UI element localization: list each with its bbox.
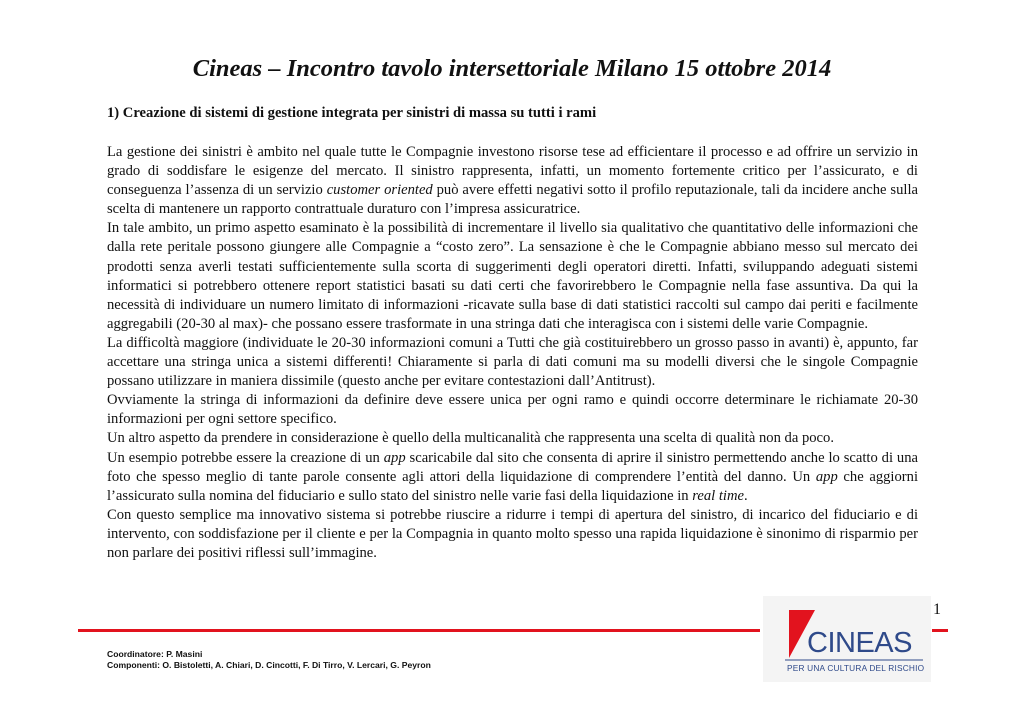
paragraph-text: Un esempio potrebbe essere la creazione di un [107, 449, 384, 466]
members-line: Componenti: O. Bistoletti, A. Chiari, D. Cincotti, F. Di Tirro, V. Lercari, G. Peyron [107, 660, 431, 670]
paragraph-text: che aggiorni l’assicurato sulla nomina del fiduciario e sullo stato del sinistro nelle varie fasi della liquidazione in [107, 468, 918, 504]
emphasis-text: customer oriented [326, 182, 433, 199]
footer-divider [78, 629, 760, 632]
coordinator-line: Coordinatore: P. Masini [107, 649, 203, 659]
emphasis-text: app [383, 449, 406, 466]
logo-wordmark: CINEAS [807, 627, 912, 659]
footer-credits [107, 649, 707, 671]
footer-divider-right [932, 629, 948, 632]
paragraph-3: La difficoltà maggiore (individuate le 20-30 informazioni comuni a Tutti che già costituirebbero un grosso passo in avanti) è, appunto, far accettare una stringa unica a sistemi differenti! Chiaramente si parla di dati comuni ma su modelli diversi che le singole Compagnie possano utilizzare in maniera dissimile (questo anche per evitare contestazioni dall’Antitrust). [107, 334, 918, 390]
section-heading: 1) Creazione di sistemi di gestione integrata per sinistri di massa su tutti i rami [107, 105, 597, 121]
paragraph-4: Ovviamente la stringa di informazioni da definire deve essere unica per ogni ramo e quindi occorre determinare le richiamate 20-30 informazioni per ogni settore specifico. [107, 392, 918, 428]
paragraph-2: In tale ambito, un primo aspetto esaminato è la possibilità di incrementare il livello sia qualitativo che quantitativo delle informazioni che dalla rete peritale possono giungere alle Compagnie a “costo zero”. La sensazione è che le Compagnie abbiano messo sul mercato dei prodotti senza averli testati sufficientemente sulla scorta di suggerimenti degli operatori diretti. Infatti, sviluppando adeguati sistemi informatici si potrebbero ottenere report statistici basati su dati certi che favorirebbero le Compagnie nella fase assuntiva. Da qui la necessità di individuare un numero limitato di informazioni -ricavate sulla base di dati statistici raccolti sul campo dai periti e facilmente aggregabili (20-30 al max)- che possano essere trasformate in una stringa dati che interagisca con i sistemi delle varie Compagnie. [107, 220, 918, 332]
paragraph-text: . [743, 487, 748, 504]
logo-tagline: PER UNA CULTURA DEL RISCHIO [787, 663, 925, 673]
paragraph-7: Con questo semplice ma innovativo sistema si potrebbe riuscire a ridurre i tempi di apertura del sinistro, di incarico del fiduciario e di intervento, con soddisfazione per il cliente e per la Compagnia in quanto molto spesso una rapida liquidazione è sinonimo di risparmio per non parlare dei positivi riflessi sull’immagine. [107, 506, 918, 561]
emphasis-text: real time [692, 487, 744, 504]
emphasis-text: app [815, 468, 838, 485]
document-title: Cineas – Incontro tavolo intersettoriale Milano 15 ottobre 2014 [192, 55, 832, 82]
paragraph-6 [107, 449, 918, 506]
paragraph-text: può avere effetti negativi sotto il profilo reputazionale, tali da incidere anche sulla scelta di mantenere un rapporto contrattuale duraturo con l’impresa assicuratrice. [107, 182, 918, 218]
cineas-logo [763, 596, 931, 682]
document-body [107, 143, 918, 563]
paragraph-1 [107, 143, 918, 219]
paragraph-text: scaricabile dal sito che consenta di aprire il sinistro permettendo anche lo scatto di una foto che spesso meglio di tante parole consente agli attori della liquidazione di comprendere l’entità del danno. Un [107, 449, 918, 485]
paragraph-text: La gestione dei sinistri è ambito nel quale tutte le Compagnie investono risorse tese ad efficientare il processo e ad offrire un servizio in grado di soddisfare le esigenze del mercato. Il sinistro rappresenta, infatti, un momento fortemente critico per l’assicurato, e di conseguenza l’assenza di un servizio [107, 144, 918, 199]
page-number: 1 [933, 601, 941, 618]
paragraph-5: Un altro aspetto da prendere in considerazione è quello della multicanalità che rappresenta una scelta di qualità non da poco. [107, 430, 834, 447]
